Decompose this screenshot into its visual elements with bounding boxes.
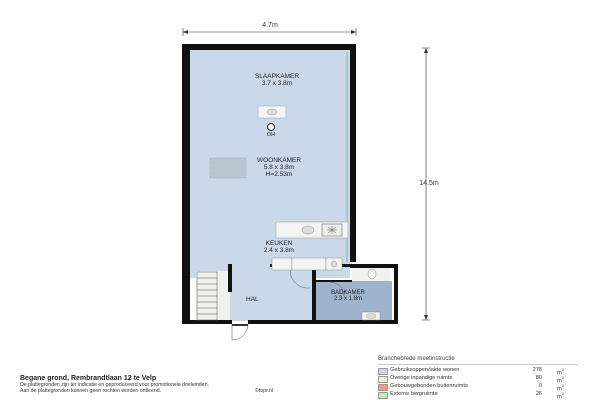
plan-title: Begane grond, Rembrandtlaan 12 te Velp (20, 375, 157, 382)
disclaimer-line-2: Aan de plattegronden kunnen geen rechten worden ontleend. (20, 388, 162, 394)
oh-symbol-icon (268, 124, 275, 131)
room-size: 2.4 x 3.8m (263, 247, 295, 254)
room-label-hal (246, 296, 259, 303)
legend-value: 0 (538, 383, 542, 389)
copyright-label: ©topr.nl (255, 388, 273, 394)
hal-area (230, 271, 312, 321)
legend-row (378, 367, 578, 375)
entrance-step (232, 324, 248, 326)
room-label-badkamer (322, 290, 374, 302)
legend-row (378, 391, 578, 399)
legend-row (378, 383, 578, 391)
legend-swatch (378, 368, 388, 375)
legend-unit: $m^2$ (557, 383, 564, 392)
room-size: 5.8 x 3.8m (263, 164, 295, 171)
room-size: 3.7 x 3.8m (261, 80, 293, 87)
room-name: WOONKAMER (256, 157, 302, 164)
legend-swatch (378, 384, 388, 391)
legend-value: 278 (532, 367, 542, 373)
legend-title: Branchebrede meetinstructie (378, 356, 578, 365)
legend-unit: $m^2$ (557, 367, 564, 376)
room-name: SLAAPKAMER (254, 73, 300, 80)
legend-unit: $m^2$ (557, 391, 564, 400)
legend-unit: $m^2$ (557, 375, 564, 384)
kitchen-lower-units (272, 258, 342, 270)
sink-icon (302, 226, 314, 234)
toilet-icon (368, 269, 376, 279)
width-label: 4.7m (262, 22, 278, 29)
legend-row (378, 375, 578, 383)
fireplace-icon (210, 158, 246, 178)
room-name: BADKAMER (331, 290, 365, 296)
room-label-keuken (250, 240, 308, 254)
disclaimer-line-1: De plattegronden zijn ter indicatie en geproduceerd voor promotionele doeleinden. (20, 382, 209, 388)
room-label-slaapkamer (248, 73, 306, 87)
room-name: HAL (246, 296, 259, 303)
oh-label: OH (266, 132, 276, 138)
legend-label: Externe bergruimte (390, 391, 438, 397)
room-height: H=2.53m (265, 171, 293, 178)
legend-label: Gebruiksoppervlakte wonen (390, 367, 460, 373)
room-size: 2.3 x 1.8m (333, 296, 362, 302)
legend-value: 26 (535, 391, 542, 397)
room-name: KEUKEN (265, 240, 293, 247)
width-dimension (183, 28, 356, 36)
kitchen-counter (276, 222, 348, 238)
legend-value: 80 (535, 375, 542, 381)
legend-label: Overige inpandige ruimte (390, 375, 453, 381)
height-label: 14.5m (419, 180, 439, 187)
legend-swatch (378, 376, 388, 383)
room-label-woonkamer (250, 157, 308, 178)
cooktop-icon (322, 224, 342, 236)
legend-label: Gebouwgebonden buitenruimte (390, 383, 469, 389)
area-legend (378, 356, 578, 399)
legend-swatch (378, 392, 388, 399)
